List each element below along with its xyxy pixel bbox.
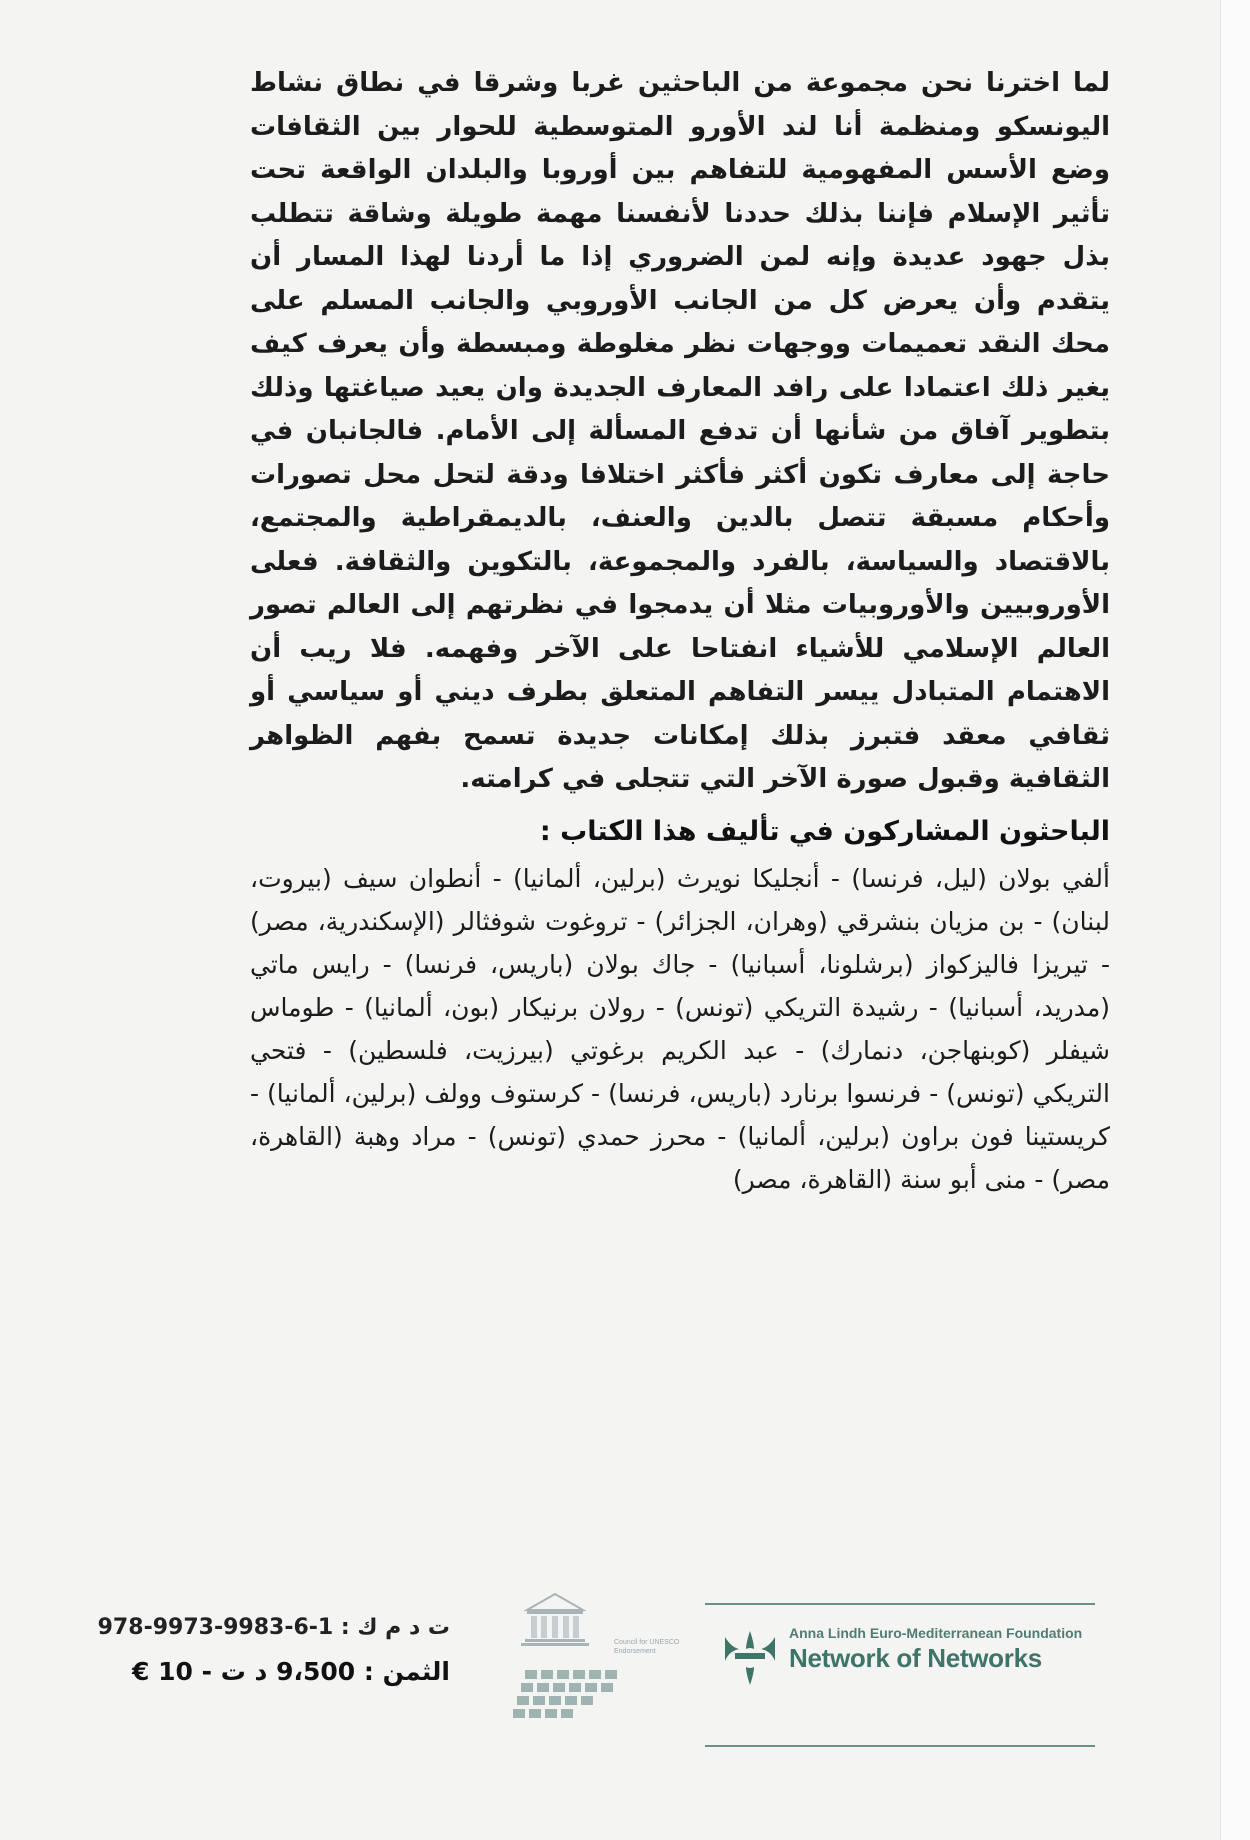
unesco-logo xyxy=(505,1590,705,1730)
isbn-number: ت د م ك : 1-6-9983-9973-978 xyxy=(97,1615,450,1640)
authors-list xyxy=(250,857,1110,1201)
main-paragraph: لما اخترنا نحن مجموعة من الباحثين غربا وشرقا في نطاق نشاط اليونسكو ومنظمة أنا لند الأورو المتوسطية للحوار بين الثقافات وضع الأسس المفهومية للتفاهم بين أوروبا والبلدان الواقعة تحت تأثير الإسلام فإننا بذلك حددنا لأنفسنا مهمة طويلة وشاقة تتطلب بذل جهود عديدة وإنه لمن الضروري إذا ما أردنا لهذا المسار أن يتقدم وأن يعرض كل من الجانب الأوروبي والجانب المسلم على محك النقد تعميمات ووجهات نظر مغلوطة ومبسطة وأن يعرف كيف يغير ذلك اعتمادا على رافد المعارف الجديدة وان يعيد صياغتها وذلك بتطوير آفاق من شأنها أن تدفع المسألة إلى الأمام. فالجانبان في حاجة إلى معارف تكون أكثر فأكثر اختلافا ودقة لتحل محل تصورات وأحكام مسبقة تتصل بالدين والعنف، بالديمقراطية والمجتمع، بالاقتصاد والسياسة، بالفرد والمجموعة، بالتكوين والثقافة. فعلى الأوروبيين والأوروبيات مثلا أن يدمجوا في نظرتهم إلى العالم تصور العالم الإسلامي للأشياء انفتاحا على الآخر وفهمه. فلا ريب أن الاهتمام المتبادل ييسر التفاهم المتعلق بطرف ديني أو سياسي أو ثقافي معقد فتبرز بذلك إمكانات جديدة تسمح بفهم الظواهر الثقافية وقبول صورة الآخر التي تتجلى في كرامته. xyxy=(250,68,1110,794)
unesco-caption: Council for UNESCO Endorsement xyxy=(614,1639,680,1655)
anna-lindh-network-logo-icon xyxy=(717,1627,783,1687)
network-name: Network of Networks xyxy=(789,1643,1042,1673)
authors-heading: الباحثون المشاركون في تأليف هذا الكتاب : xyxy=(539,816,1110,847)
anna-lindh-logo-block xyxy=(705,1603,1095,1747)
price-label: الثمن : 9،500 د ت - 10 € xyxy=(132,1657,450,1686)
body-text xyxy=(250,62,1110,802)
authors-names: ألفي بولان (ليل، فرنسا) - أنجليكا نويرث (برلين، ألمانيا) - أنطوان سيف (بيروت، لبنان) - بن مزيان بنشرقي (وهران، الجزائر) - تروغوت شوفثالر (الإسكندرية، مصر) - تيريزا فاليزكواز (برشلونا، أسبانيا) - جاك بولان (باريس، فرنسا) - رايس ماتي (مدريد، أسبانيا) - رشيدة التريكي (تونس) - رولان برنيكار (بون، ألمانيا) - طوماس شيفلر (كوبنهاجن، دنمارك) - عبد الكريم برغوتي (بيرزيت، فلسطين) - فتحي التريكي (تونس) - فرنسوا برنارد (باريس، فرنسا) - كرستوف وولف (برلين، ألمانيا) - كريستينا فون براون (برلين، ألمانيا) - محرز حمدي (تونس) - مراد وهبة (القاهرة، مصر) - منى أبو سنة (القاهرة، مصر) xyxy=(250,864,1110,1194)
foundation-name: Anna Lindh Euro-Mediterranean Foundation xyxy=(789,1625,1083,1641)
unesco-temple-logo-icon xyxy=(505,1590,705,1730)
cover-edge xyxy=(1220,0,1250,1840)
